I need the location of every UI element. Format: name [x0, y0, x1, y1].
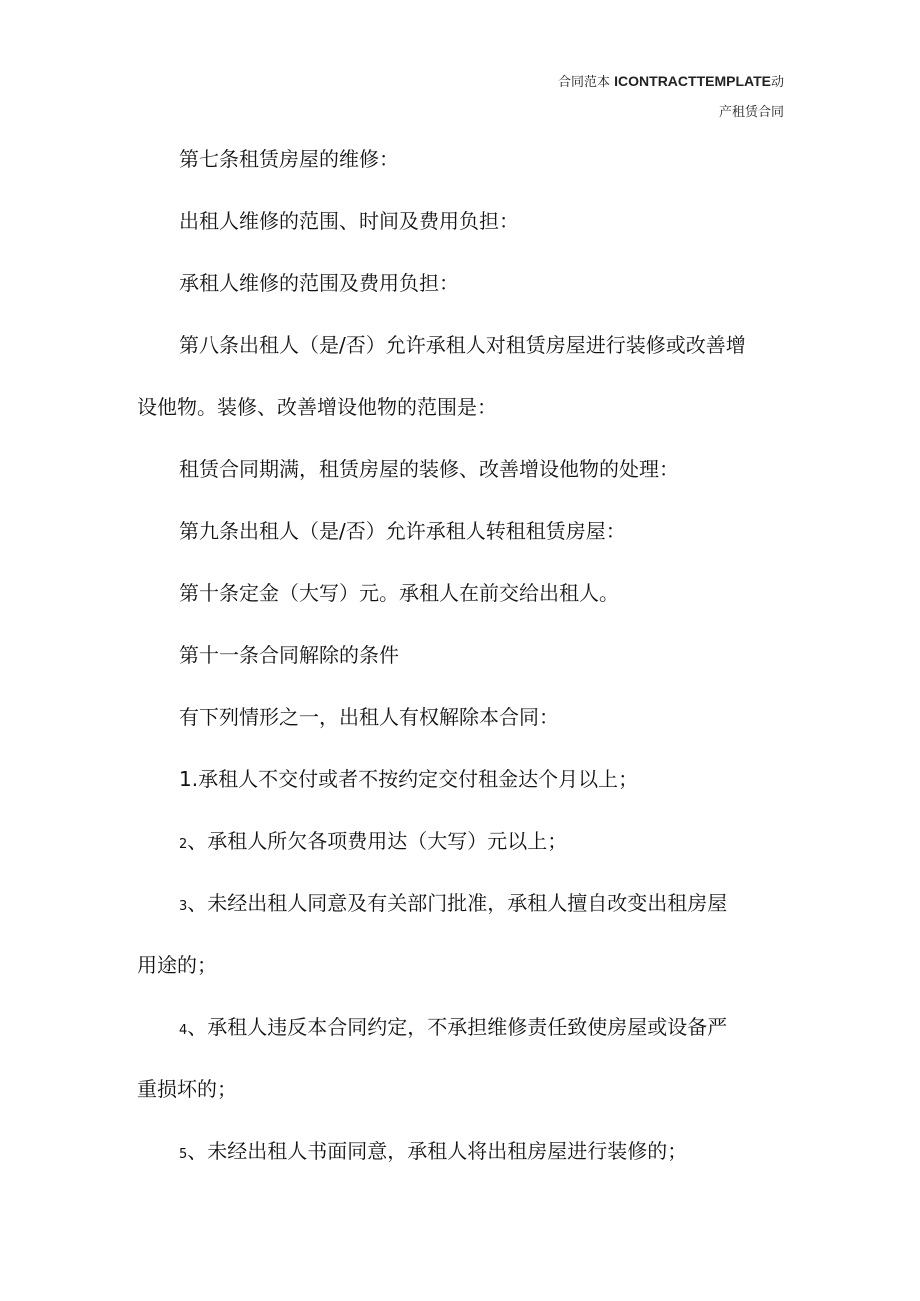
- paragraph: [137, 624, 787, 686]
- paragraph-text: 、承租人违反本合同约定，不承担维修责任致使房屋或设备严: [187, 1015, 728, 1039]
- paragraph-text: 承租人维修的范围及费用负担：: [179, 271, 459, 295]
- header-subtitle: 产租赁合同: [718, 105, 784, 120]
- paragraph-text: 、承租人所欠各项费用达（大写）元以上；: [187, 829, 568, 853]
- document-body: [137, 128, 787, 1182]
- paragraph-text: 用途的；: [137, 953, 217, 977]
- paragraph: [137, 500, 787, 562]
- paragraph: [137, 934, 787, 996]
- paragraph: [137, 562, 787, 624]
- paragraph: [137, 748, 787, 810]
- item-number: 4: [179, 1023, 188, 1038]
- paragraph-text: 、未经出租人同意及有关部门批准，承租人擅自改变出租房屋: [187, 891, 728, 915]
- paragraph: [137, 872, 787, 934]
- paragraph: [137, 190, 787, 252]
- header-title-latin: ICONTRACTTEMPLATE: [614, 73, 771, 89]
- header-title-cn: 合同范本: [557, 75, 610, 90]
- paragraph-text: 第七条租赁房屋的维修：: [179, 147, 399, 171]
- paragraph: [137, 252, 787, 314]
- header-title-tail: 动: [770, 75, 784, 90]
- paragraph-text: 1.承租人不交付或者不按约定交付租金达个月以上；: [179, 767, 639, 791]
- paragraph-text: 第十一条合同解除的条件: [179, 643, 399, 667]
- paragraph: [137, 128, 787, 190]
- paragraph: [137, 314, 787, 376]
- paragraph-text: 设他物。装修、改善增设他物的范围是：: [137, 395, 497, 419]
- paragraph: [137, 438, 787, 500]
- paragraph-text: 第八条出租人（是/否）允许承租人对租赁房屋进行装修或改善增: [179, 333, 746, 357]
- item-number: 5: [179, 1147, 188, 1162]
- paragraph-text: 、未经出租人书面同意，承租人将出租房屋进行装修的；: [187, 1139, 688, 1163]
- paragraph-text: 租赁合同期满，租赁房屋的装修、改善增设他物的处理：: [179, 457, 679, 481]
- paragraph: [137, 810, 787, 872]
- item-number: 2: [179, 837, 188, 852]
- paragraph: [137, 376, 787, 438]
- paragraph-text: 有下列情形之一，出租人有权解除本合同：: [179, 705, 559, 729]
- paragraph: [137, 1058, 787, 1120]
- paragraph-text: 出租人维修的范围、时间及费用负担：: [179, 209, 519, 233]
- paragraph-text: 重损坏的；: [137, 1077, 237, 1101]
- item-number: 3: [179, 899, 188, 914]
- paragraph: [137, 1120, 787, 1182]
- page-header: [558, 66, 784, 128]
- paragraph-text: 第十条定金（大写）元。承租人在前交给出租人。: [179, 581, 619, 605]
- header-title-line: [558, 66, 784, 98]
- paragraph: [137, 996, 787, 1058]
- paragraph: [137, 686, 787, 748]
- paragraph-text: 第九条出租人（是/否）允许承租人转租租赁房屋：: [179, 519, 626, 543]
